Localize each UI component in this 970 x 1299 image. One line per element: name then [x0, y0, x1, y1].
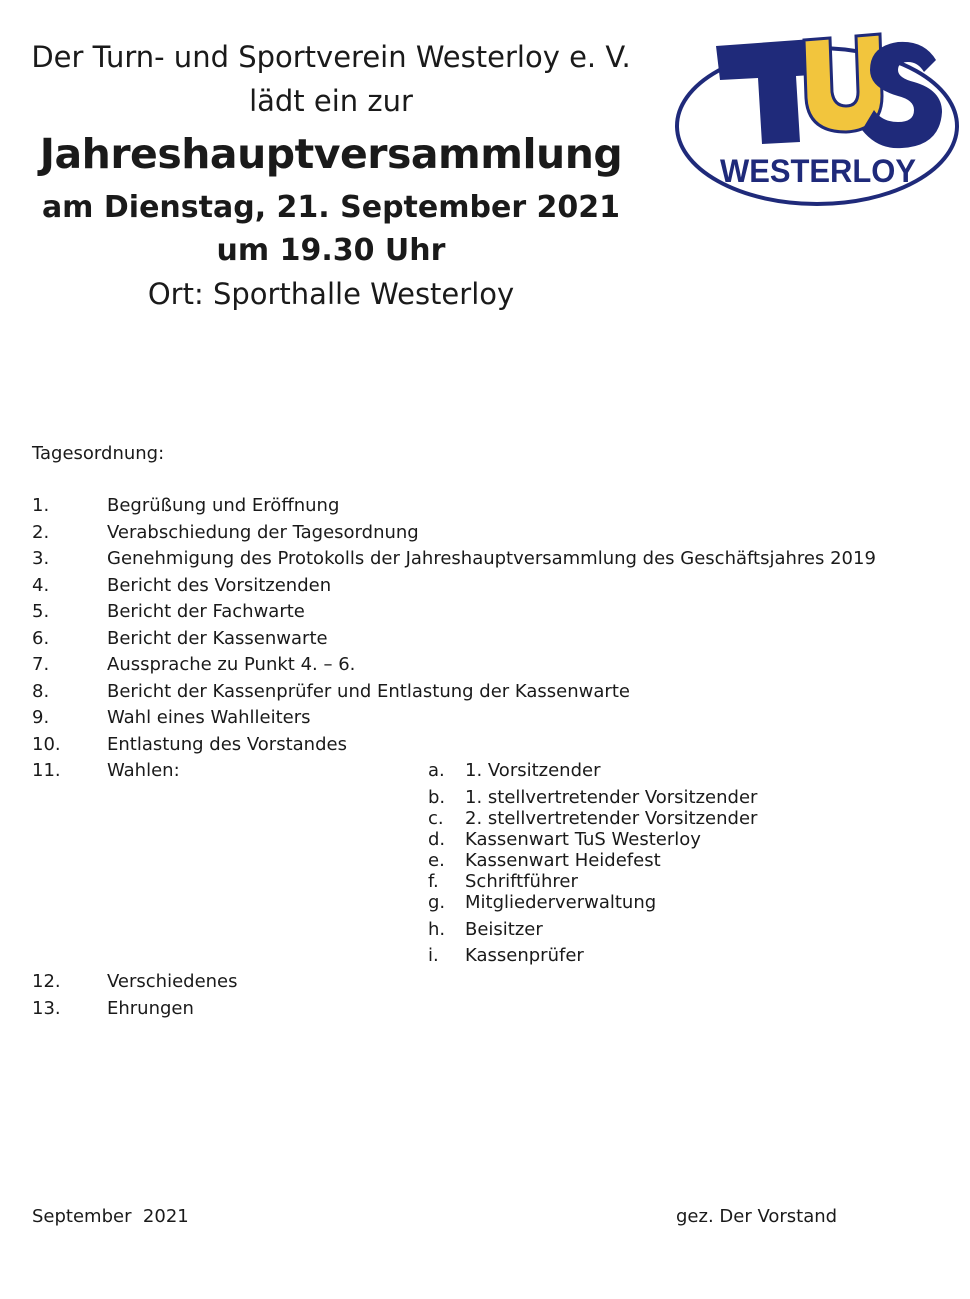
- intro-line-1: Der Turn- und Sportverein Westerloy e. V.: [31, 40, 631, 74]
- election-item-text: 2. stellvertretender Vorsitzender: [465, 808, 758, 829]
- agenda-item-text: Bericht der Kassenwarte: [107, 628, 328, 649]
- election-item-text: 1. stellvertretender Vorsitzender: [465, 787, 758, 808]
- agenda-item-text: Verabschiedung der Tagesordnung: [107, 522, 419, 543]
- agenda-item-number: 13.: [32, 998, 61, 1019]
- agenda-item-number: 1.: [32, 495, 50, 516]
- agenda-item-text: Aussprache zu Punkt 4. – 6.: [107, 654, 356, 675]
- agenda-item-text: Genehmigung des Protokolls der Jahreshauptversammlung des Geschäftsjahres 2019: [107, 548, 876, 569]
- agenda-item-text: Bericht der Fachwarte: [107, 601, 305, 622]
- election-item-letter: d.: [428, 829, 446, 850]
- agenda-item-text: Entlastung des Vorstandes: [107, 734, 347, 755]
- election-item-letter: f.: [428, 871, 439, 892]
- election-item-letter: b.: [428, 787, 446, 808]
- tus-westerloy-logo: [674, 30, 960, 210]
- agenda-item-text: Bericht der Kassenprüfer und Entlastung der Kassenwarte: [107, 681, 630, 702]
- agenda-item-number: 3.: [32, 548, 50, 569]
- agenda-item-number: 7.: [32, 654, 50, 675]
- agenda-item-text: Bericht des Vorsitzenden: [107, 575, 332, 596]
- election-item-text: Kassenprüfer: [465, 945, 584, 966]
- election-item-letter: i.: [428, 945, 439, 966]
- meeting-date: am Dienstag, 21. September 2021: [41, 190, 621, 225]
- logo-westerloy-text: WESTERLOY: [720, 153, 916, 189]
- agenda-item-text: Begrüßung und Eröffnung: [107, 495, 340, 516]
- footer-signature: gez. Der Vorstand: [676, 1206, 838, 1227]
- agenda-item-number: 12.: [32, 971, 61, 992]
- agenda-item-number: 11.: [32, 760, 61, 781]
- meeting-title: Jahreshauptversammlung: [39, 130, 623, 178]
- election-item-text: Beisitzer: [465, 919, 543, 940]
- meeting-time: um 19.30 Uhr: [216, 233, 446, 268]
- agenda-item-text: Ehrungen: [107, 998, 194, 1019]
- agenda-item-number: 10.: [32, 734, 61, 755]
- election-item-letter: h.: [428, 919, 446, 940]
- agenda-item-text: Wahlen:: [107, 760, 180, 781]
- election-item-letter: a.: [428, 760, 445, 781]
- intro-line-2: lädt ein zur: [249, 84, 413, 118]
- agenda-item-number: 8.: [32, 681, 50, 702]
- agenda-heading: Tagesordnung:: [32, 443, 165, 464]
- election-item-text: Schriftführer: [465, 871, 578, 892]
- meeting-place: Ort: Sporthalle Westerloy: [147, 277, 515, 311]
- agenda-item-number: 2.: [32, 522, 50, 543]
- election-item-text: Kassenwart Heidefest: [465, 850, 661, 871]
- election-item-text: 1. Vorsitzender: [465, 760, 601, 781]
- election-item-letter: e.: [428, 850, 445, 871]
- election-item-letter: c.: [428, 808, 444, 829]
- agenda-item-text: Wahl eines Wahlleiters: [107, 707, 311, 728]
- agenda-item-text: Verschiedenes: [107, 971, 238, 992]
- agenda-item-number: 6.: [32, 628, 50, 649]
- agenda-item-number: 9.: [32, 707, 50, 728]
- agenda-item-number: 5.: [32, 601, 50, 622]
- election-item-letter: g.: [428, 892, 446, 913]
- election-item-text: Kassenwart TuS Westerloy: [465, 829, 701, 850]
- agenda-item-number: 4.: [32, 575, 50, 596]
- election-item-text: Mitgliederverwaltung: [465, 892, 657, 913]
- footer-date: September 2021: [32, 1206, 189, 1227]
